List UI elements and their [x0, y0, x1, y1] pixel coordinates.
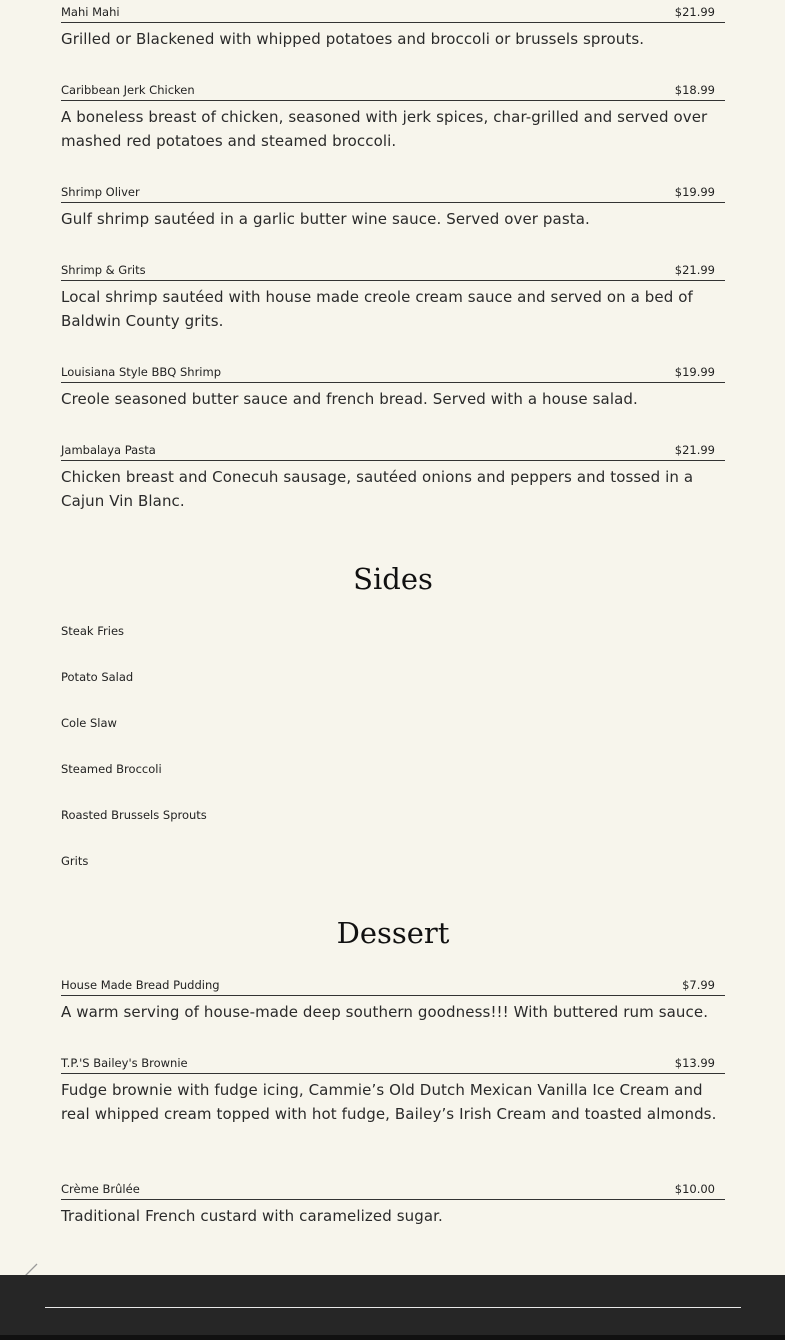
dessert-heading: Dessert: [336, 916, 450, 950]
menu-item-price: $13.99: [674, 1056, 715, 1070]
menu-item-description: Creole seasoned butter sauce and french bread. Served with a house salad.: [61, 390, 638, 408]
side-item: Roasted Brussels Sprouts: [61, 808, 207, 822]
menu-item-price: $7.99: [682, 978, 715, 992]
menu-item-name: Mahi Mahi: [61, 5, 120, 19]
menu-item-description: Traditional French custard with caramelized sugar.: [61, 1207, 443, 1225]
menu-item-price: $21.99: [674, 5, 715, 19]
menu-item-header: [61, 0, 725, 23]
menu-item: [61, 1177, 725, 1228]
footer-bottom-bar: [0, 1335, 785, 1340]
sides-heading: Sides: [353, 562, 433, 596]
side-item: Grits: [61, 854, 89, 868]
menu-item-name: Shrimp Oliver: [61, 185, 140, 199]
menu-item-price: $19.99: [674, 365, 715, 379]
menu-item-description: Gulf shrimp sautéed in a garlic butter wine sauce. Served over pasta.: [61, 210, 590, 228]
menu-item-header: [61, 1051, 725, 1074]
menu-item-header: [61, 438, 725, 461]
menu-item-description: Grilled or Blackened with whipped potatoes and broccoli or brussels sprouts.: [61, 30, 645, 48]
menu-item-name: Shrimp & Grits: [61, 263, 146, 277]
menu-item-price: $21.99: [674, 263, 715, 277]
menu-item: [61, 360, 725, 411]
menu-item-description: Fudge brownie with fudge icing, Cammie’s Old Dutch Mexican Vanilla Ice Cream and real whipped cream topped with hot fudge, Bailey’s Irish Cream and toasted almonds.: [61, 1081, 717, 1123]
sides-list: [61, 624, 725, 900]
menu-item: [61, 180, 725, 231]
menu-item-price: $21.99: [674, 443, 715, 457]
menu-item-price: $19.99: [674, 185, 715, 199]
menu-item-name: Louisiana Style BBQ Shrimp: [61, 365, 221, 379]
menu-item: [61, 78, 725, 153]
footer: [0, 1275, 785, 1340]
menu-item-header: [61, 180, 725, 203]
menu-item-name: Jambalaya Pasta: [61, 443, 156, 457]
menu-item-header: [61, 258, 725, 281]
menu-item: [61, 973, 725, 1024]
side-item: Potato Salad: [61, 670, 134, 684]
menu-item-description: A boneless breast of chicken, seasoned with jerk spices, char-grilled and served over mashed red potatoes and steamed broccoli.: [61, 108, 708, 150]
menu-item-name: House Made Bread Pudding: [61, 978, 220, 992]
menu-item-name: Caribbean Jerk Chicken: [61, 83, 195, 97]
menu-item-description: Chicken breast and Conecuh sausage, sautéed onions and peppers and tossed in a Cajun Vin Blanc.: [61, 468, 694, 510]
menu-item: [61, 258, 725, 333]
menu-item-header: [61, 973, 725, 996]
side-item: Cole Slaw: [61, 716, 117, 730]
menu-item: [61, 438, 725, 513]
menu-item-header: [61, 78, 725, 101]
menu-item: [61, 1051, 725, 1126]
menu-item-header: [61, 360, 725, 383]
footer-divider: [45, 1307, 741, 1308]
side-item: Steamed Broccoli: [61, 762, 162, 776]
menu-item-description: Local shrimp sautéed with house made creole cream sauce and served on a bed of Baldwin County grits.: [61, 288, 693, 330]
menu-item: [61, 0, 725, 51]
menu-item-price: $18.99: [674, 83, 715, 97]
menu-item-name: T.P.'S Bailey's Brownie: [61, 1056, 188, 1070]
menu-item-name: Crème Brûlée: [61, 1182, 140, 1196]
menu-item-header: [61, 1177, 725, 1200]
side-item: Steak Fries: [61, 624, 125, 638]
menu-item-description: A warm serving of house-made deep southern goodness!!! With buttered rum sauce.: [61, 1003, 709, 1021]
menu-item-price: $10.00: [674, 1182, 715, 1196]
